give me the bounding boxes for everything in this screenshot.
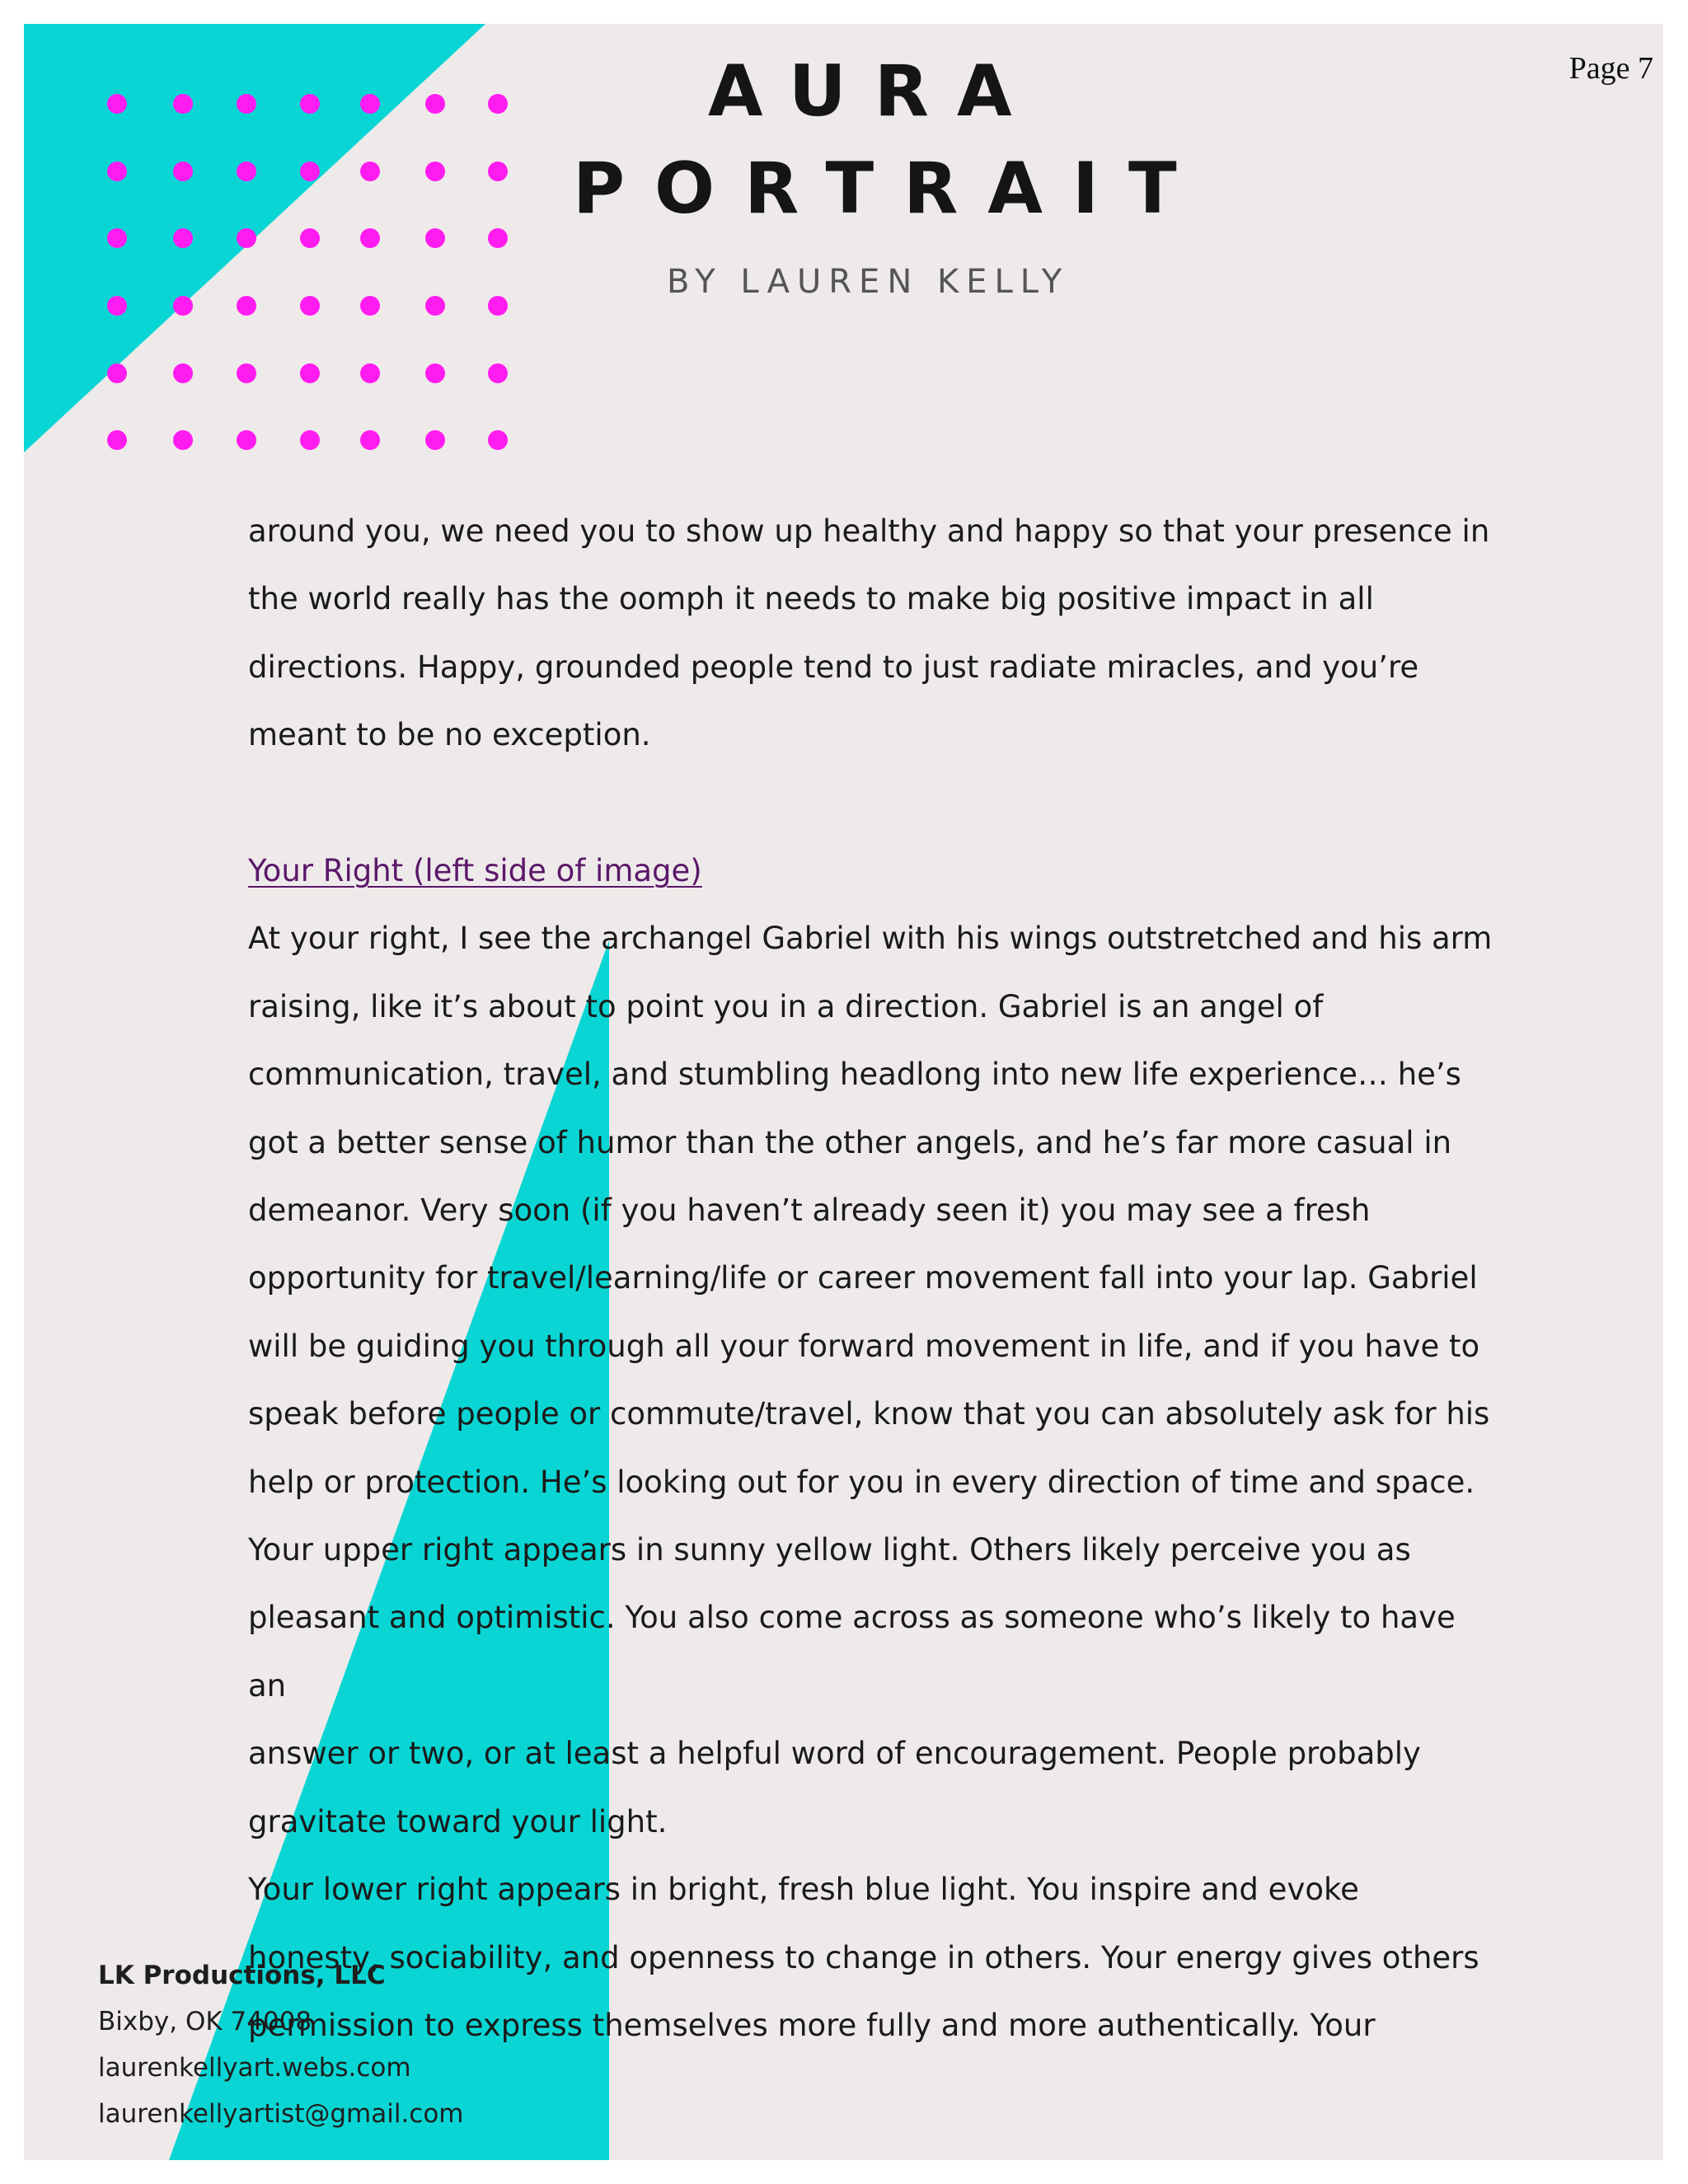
body-text — [248, 498, 1501, 2060]
section-line: help or protection. He’s looking out for you in every direction of time and space. — [248, 1464, 1475, 1500]
footer-website-link[interactable]: laurenkellyart.webs.com — [98, 2053, 411, 2083]
section-line: opportunity for travel/learning/life or career movement fall into your lap. Gabriel — [248, 1260, 1478, 1296]
footer-company: LK Productions, LLC — [98, 1961, 386, 1990]
footer-location: Bixby, OK 74008 — [98, 2007, 312, 2036]
intro-line: meant to be no exception. — [248, 717, 651, 753]
intro-line: the world really has the oomph it needs to make big positive impact in all — [248, 581, 1374, 617]
magenta-dot — [300, 363, 320, 383]
magenta-dot — [107, 430, 127, 450]
section-line: pleasant and optimistic. You also come across as someone who’s likely to have an — [248, 1600, 1456, 1704]
magenta-dot — [237, 430, 256, 450]
intro-line: directions. Happy, grounded people tend to just radiate miracles, and you’re — [248, 649, 1419, 685]
section-line: answer or two, or at least a helpful word of encouragement. People probably — [248, 1736, 1421, 1772]
paragraph-gap — [248, 770, 1501, 837]
footer-contact — [98, 1952, 464, 2137]
magenta-dot — [360, 363, 380, 383]
section-heading-link[interactable]: Your Right (left side of image) — [248, 853, 702, 889]
magenta-dot — [488, 363, 508, 383]
section-line: will be guiding you through all your forward movement in life, and if you have to — [248, 1328, 1480, 1364]
section-line: Your lower right appears in bright, fresh blue light. You inspire and evoke — [248, 1872, 1359, 1908]
logo-subtitle: BY LAUREN KELLY — [667, 263, 1070, 301]
section-line: communication, travel, and stumbling headlong into new life experience… he’s — [248, 1057, 1461, 1093]
section-line: honesty, sociability, and openness to change in others. Your energy gives others — [248, 1939, 1479, 1975]
logo-line-2: PORTRAIT — [573, 148, 1207, 230]
magenta-dot — [173, 363, 193, 383]
page-number: Page 7 — [1568, 51, 1653, 86]
magenta-dot — [237, 363, 256, 383]
magenta-dot — [425, 363, 445, 383]
section-line: demeanor. Very soon (if you haven’t already seen it) you may see a fresh — [248, 1193, 1371, 1229]
aura-portrait-logo — [24, 24, 1663, 354]
section-line: got a better sense of humor than the other angels, and he’s far more casual in — [248, 1124, 1452, 1160]
section-line: At your right, I see the archangel Gabriel with his wings outstretched and his arm — [248, 921, 1493, 957]
magenta-dot — [488, 430, 508, 450]
document-page — [24, 24, 1663, 2160]
intro-line: around you, we need you to show up healthy and happy so that your presence in — [248, 513, 1490, 549]
magenta-dot — [107, 363, 127, 383]
section-line: raising, like it’s about to point you in a direction. Gabriel is an angel of — [248, 988, 1324, 1024]
magenta-dot — [173, 430, 193, 450]
logo-line-1: AURA — [708, 50, 1040, 133]
footer-email-link[interactable]: laurenkellyartist@gmail.com — [98, 2099, 464, 2129]
magenta-dot — [300, 430, 320, 450]
magenta-dot — [360, 430, 380, 450]
section-line: permission to express themselves more fully and more authentically. Your — [248, 2007, 1376, 2043]
section-line: Your upper right appears in sunny yellow light. Others likely perceive you as — [248, 1532, 1411, 1568]
magenta-dot — [425, 430, 445, 450]
section-line: speak before people or commute/travel, know that you can absolutely ask for his — [248, 1396, 1490, 1432]
section-line: gravitate toward your light. — [248, 1803, 668, 1840]
